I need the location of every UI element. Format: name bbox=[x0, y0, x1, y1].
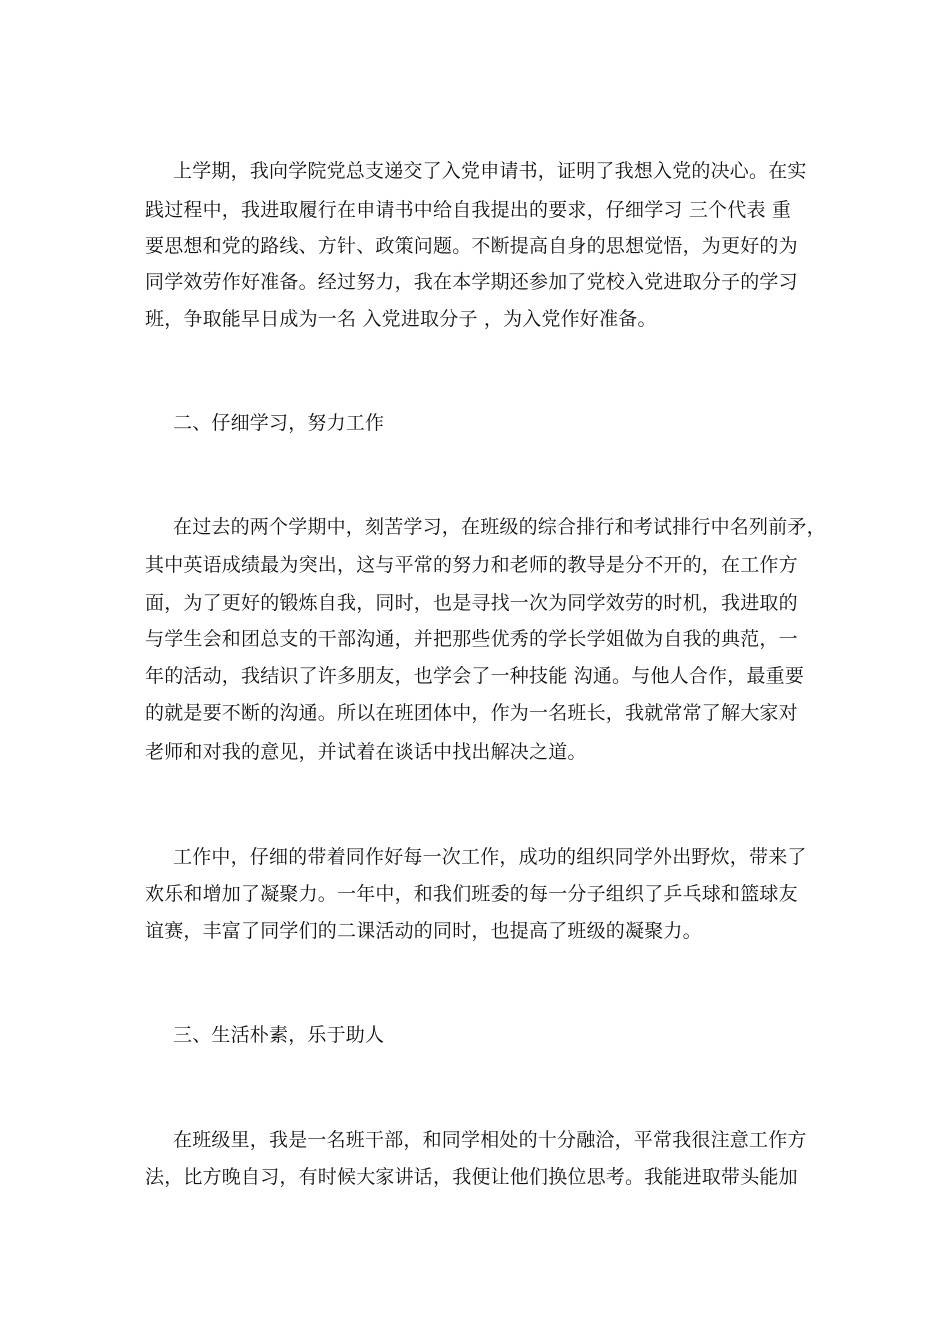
paragraph-line: 班，争取能早日成为一名 入党进取分子 ，为入党作好准备。 bbox=[145, 308, 657, 330]
section-heading: 三、生活朴素，乐于助人 bbox=[173, 1024, 385, 1046]
paragraph-line: 谊赛，丰富了同学们的二课活动的同时，也提高了班级的凝聚力。 bbox=[145, 920, 702, 942]
paragraph-line: 老师和对我的意见，并试着在谈话中找出解决之道。 bbox=[145, 741, 587, 763]
paragraph-line: 年的活动，我结识了许多朋友，也学会了一种技能 沟通。与他人合作，最重要 bbox=[145, 665, 805, 687]
paragraph-line: 欢乐和增加了凝聚力。一年中，和我们班委的每一分子组织了乒乓球和篮球友 bbox=[145, 883, 798, 905]
paragraph-line: 的就是要不断的沟通。所以在班团体中，作为一名班长，我就常常了解大家对 bbox=[145, 702, 798, 724]
paragraph-line: 其中英语成绩最为突出，这与平常的努力和老师的教导是分不开的，在工作方 bbox=[145, 554, 798, 576]
paragraph-line: 法，比方晚自习，有时候大家讲话，我便让他们换位思考。我能进取带头能加 bbox=[145, 1166, 798, 1188]
paragraph-line: 在班级里，我是一名班干部，和同学相处的十分融洽，平常我很注意工作方 bbox=[173, 1129, 807, 1151]
paragraph-line: 在过去的两个学期中，刻苦学习，在班级的综合排行和考试排行中名列前矛， bbox=[173, 516, 826, 538]
section-heading: 二、仔细学习，努力工作 bbox=[173, 412, 385, 434]
paragraph-line: 要思想和党的路线、方针、政策问题。不断提高自身的思想觉悟，为更好的为 bbox=[145, 235, 798, 257]
paragraph-line: 工作中，仔细的带着同作好每一次工作，成功的组织同学外出野炊，带来了 bbox=[173, 846, 807, 868]
paragraph-line: 面，为了更好的锻炼自我，同时，也是寻找一次为同学效劳的时机，我进取的 bbox=[145, 592, 798, 614]
paragraph-line: 践过程中，我进取履行在申请书中给自我提出的要求，仔细学习 三个代表 重 bbox=[145, 199, 792, 221]
paragraph-line: 上学期，我向学院党总支递交了入党申请书，证明了我想入党的决心。在实 bbox=[173, 160, 807, 182]
paragraph-line: 与学生会和团总支的干部沟通，并把那些优秀的学长学姐做为自我的典范，一 bbox=[145, 628, 798, 650]
paragraph-line: 同学效劳作好准备。经过努力，我在本学期还参加了党校入党进取分子的学习 bbox=[145, 271, 798, 293]
